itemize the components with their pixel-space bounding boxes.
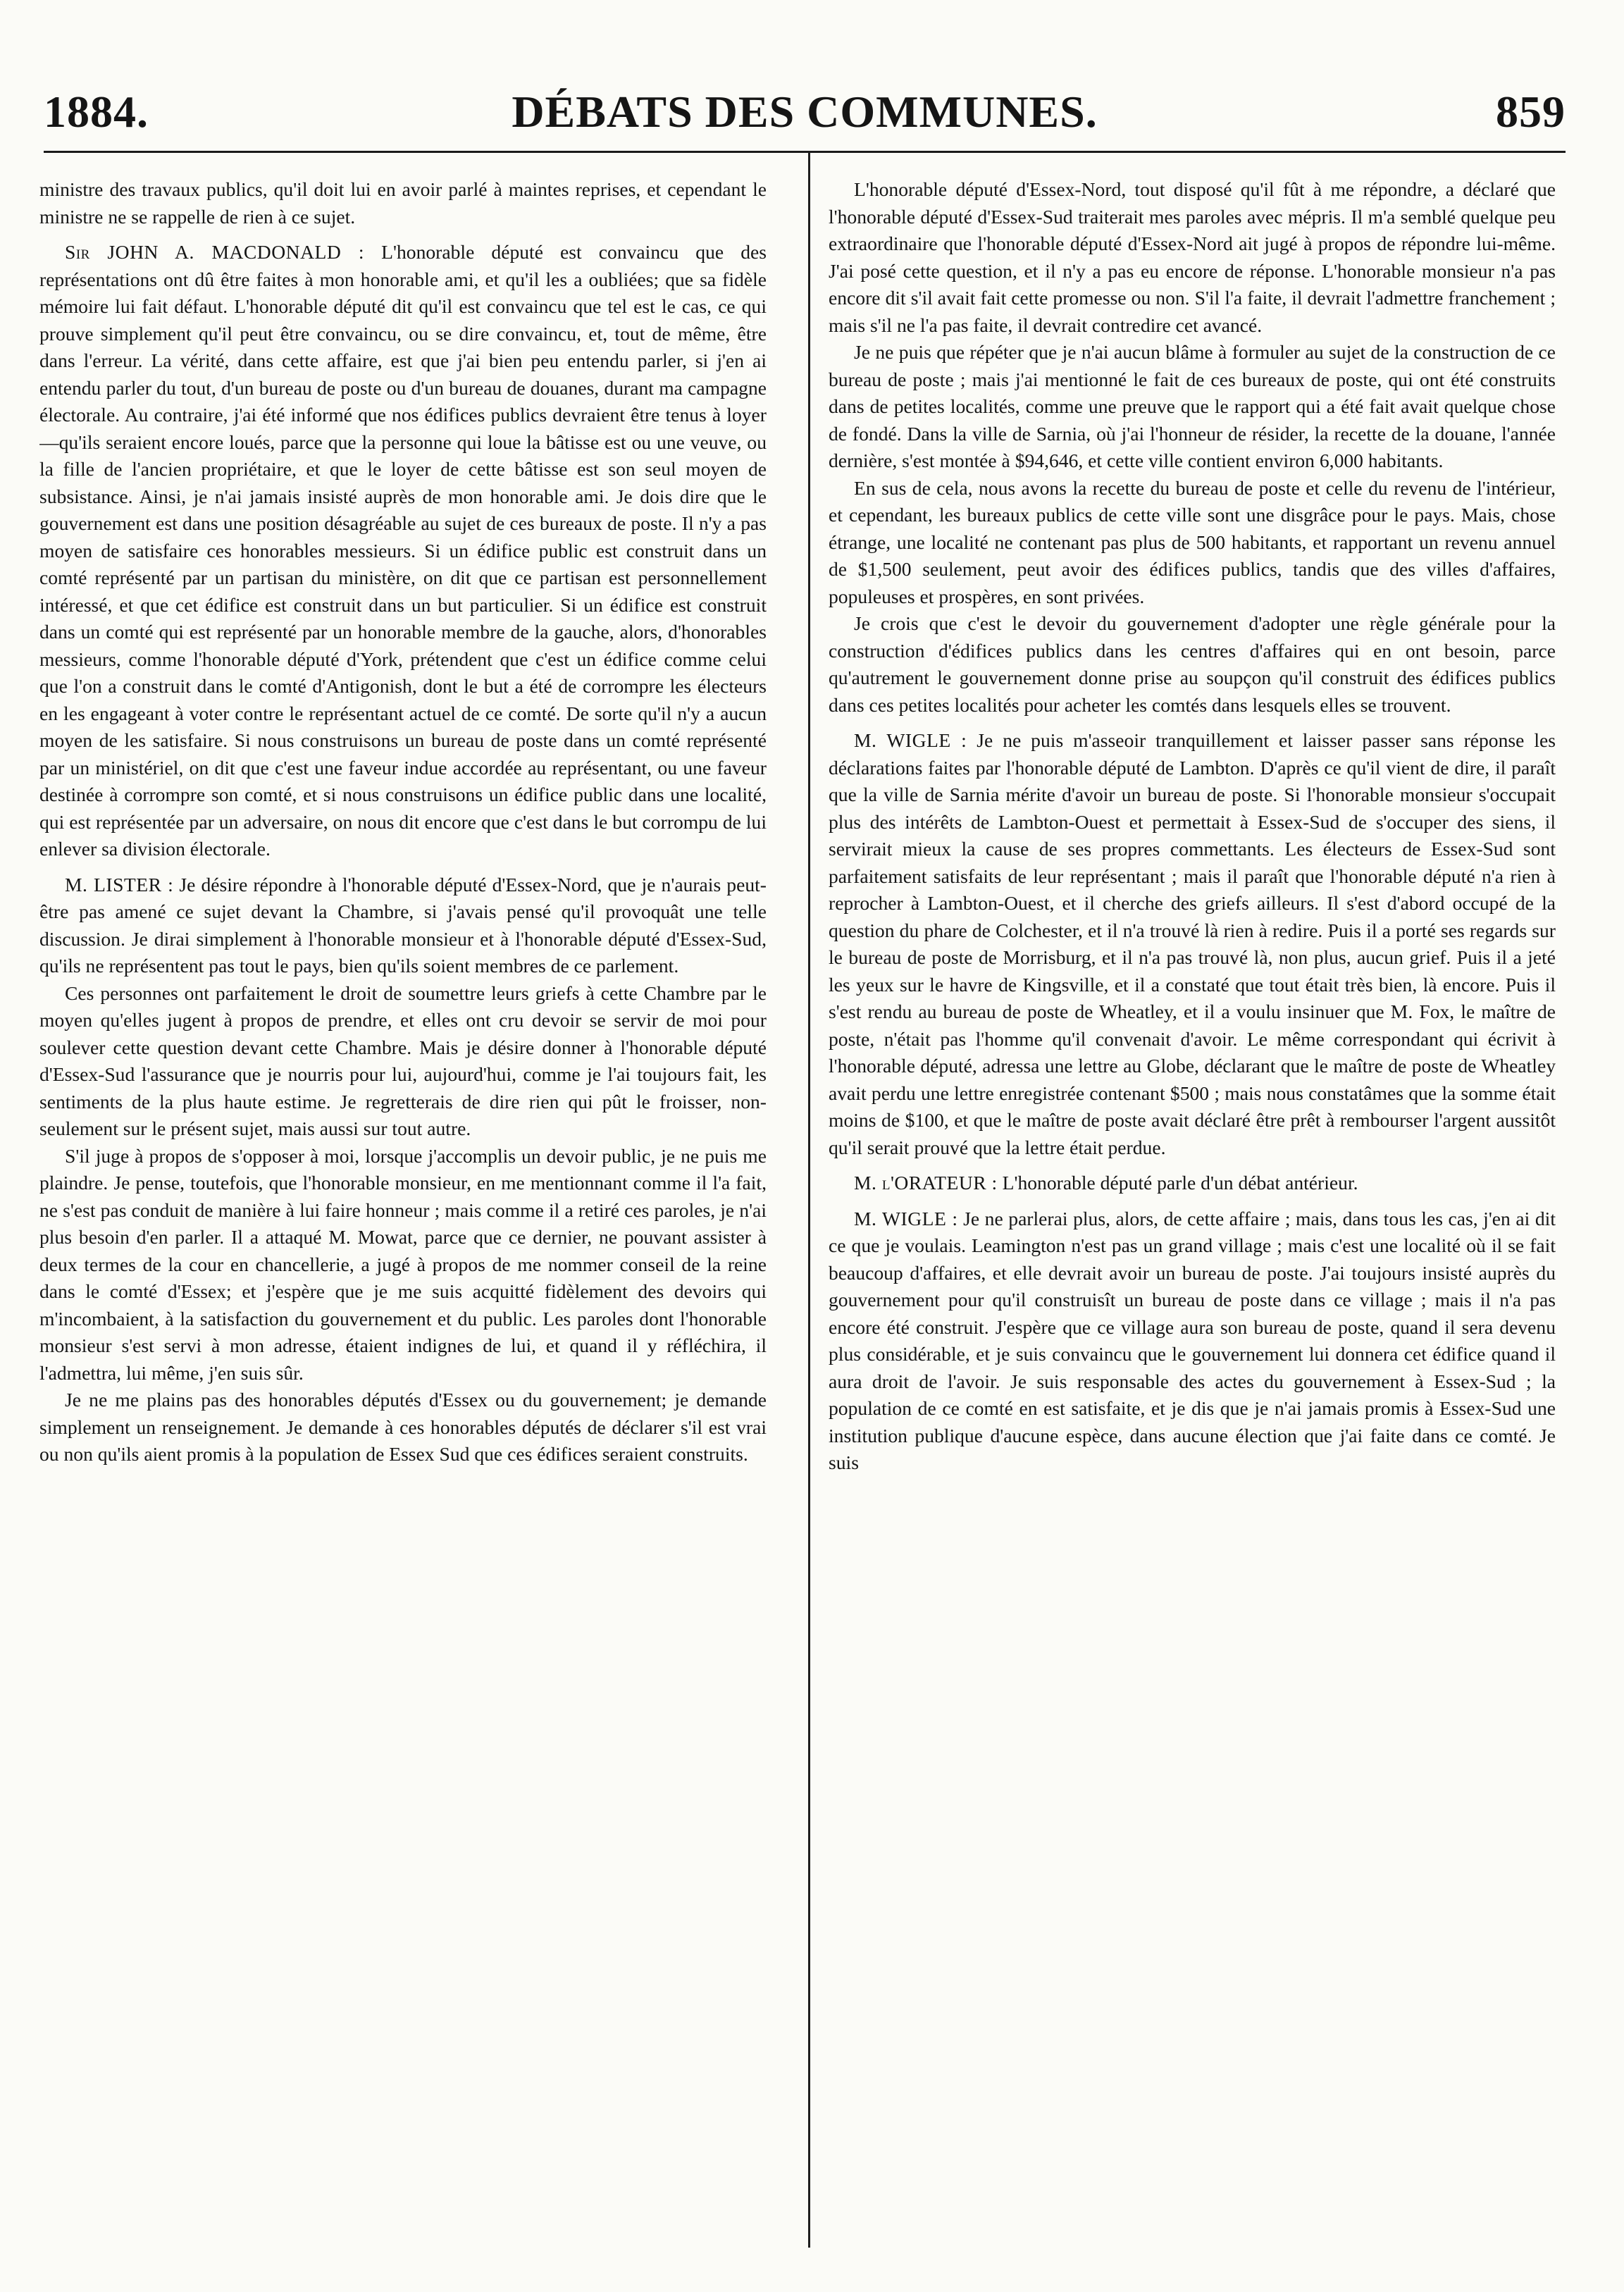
paragraph: Ces personnes ont parfaitement le droit de soumettre leurs griefs à cette Chambre par le moyen qu'elles jugent à propos de prendre, et elles ont cru devoir se servir de moi pour soulever cette question devant cette Chambre. Mais je désire donner à l'honorable député d'Essex-Sud l'assurance que je nourris pour lui, aujourd'hui, comme je l'ai toujours fait, les sentiments de la plus haute estime. Je regretterais de dire rien qui pût le froisser, non-seulement sur le présent sujet, mais aussi sur tout autre. [39,981,767,1139]
speaker-name: M. l'ORATEUR : [854,1172,998,1194]
paragraph: M. l'ORATEUR : L'honorable député parle d'un débat antérieur. [854,1172,1358,1194]
paragraph: ministre des travaux publics, qu'il doit lui en avoir parlé à maintes reprises, et cependant le ministre ne se rappelle de rien à ce sujet. [39,178,767,228]
column-divider [808,151,810,2248]
speaker-name: M. LISTER : [65,873,174,896]
speaker-name: Sir JOHN A. MACDONALD : [65,241,365,263]
paragraph: M. WIGLE : Je ne parlerai plus, alors, de cette affaire ; mais, dans tous les cas, j'en ai dit ce que je voulais. Leamington n'est pas un grand village ; mais c'est une localité où il se fait beaucoup d'affaires, et elle devrait avoir un bureau de poste. J'ai toujours insisté auprès du gouvernement pour qu'il construisît un bureau de poste dans ce village ; mais il n'a pas encore été construit. J'espère que ce village aura son bureau de poste, quand il sera devenu plus considérable, et je suis convaincu que le gouvernement lui donnera cet édifice quand il aura droit de l'avoir. Je suis responsable des actes du gouvernement à Essex-Sud ; la population de ce comté en est satisfaite, et je dis que je n'ai jamais promis à Essex-Sud une institution publique d'aucune espèce, dans aucune élection que j'ai faite dans ce comté. Je suis [829,1207,1556,1473]
paragraph: M. WIGLE : Je ne puis m'asseoir tranquillement et laisser passer sans réponse les déclarations faites par l'honorable député de Lambton. D'après ce qu'il vient de dire, il paraît que la ville de Sarnia mérite d'avoir un bureau de poste. Si l'honorable monsieur s'occupait plus des intérêts de Lambton-Ouest et permettait à Essex-Sud de s'occuper des siens, il servirait mieux la cause de ses propres commettants. Les électeurs de Essex-Sud sont parfaitement satisfaits de leur représentant ; mais il paraît que l'honorable député n'a rien à reprocher à Lambton-Ouest, et il cherche des griefs ailleurs. Il s'est d'abord occupé de la question du phare de Colchester, et il n'a trouvé là rien à redire. Puis il a porté ses regards sur le bureau de poste de Morrisburg, et il n'a pas trouvé là, non plus, aucun grief. Puis il a jeté les yeux sur le havre de Kingsville, et il a constaté que tout était très bien, là encore. Puis il s'est rendu au bureau de poste de Wheatley, et il a voulu insinuer que M. Fox, le maître de poste, n'était pas l'homme qu'il convenait d'avoir. Le même correspondant qui écrivit à l'honorable député, adressa une lettre au Globe, déclarant que le maître de poste de Wheatley avait perdu une lettre enregistrée contenant $500 ; mais nous constatâmes que la somme était moins de $100, et que le maître de poste avait déclaré être prêt à rembourser l'argent aussitôt qu'il serait prouvé que la lettre était perdue. [829,729,1556,1158]
speaker-name: M. WIGLE : [854,1207,958,1229]
paragraph: Je ne me plains pas des honorables députés d'Essex ou du gouvernement; je demande simplement un renseignement. Je demande à ces honorables députés de déclarer s'il est vrai ou non qu'ils aient promis à la population de Essex Sud que ces édifices seraient construits. [39,1389,767,1465]
left-column [39,176,767,2241]
header-title: DÉBATS DES COMMUNES. [512,87,1098,137]
paragraph: M. LISTER : Je désire répondre à l'honorable député d'Essex-Nord, que je n'aurais peut-être pas amené ce sujet devant la Chambre, si j'avais pensé qu'il provoquât une telle discussion. Je dirai simplement à l'honorable monsieur et à l'honorable député d'Essex-Sud, qu'ils ne représentent pas tout le pays, bien qu'ils soient membres de ce parlement. [39,873,767,977]
paragraph: Sir JOHN A. MACDONALD : L'honorable député est convaincu que des représentations ont dû être faites à mon honorable ami, et qu'il les a oubliées; que sa fidèle mémoire lui fait défaut. L'honorable député dit qu'il est convaincu que tel est le cas, ce qui prouve simplement qu'il peut être convaincu, ou se dire convaincu, et, tout de même, être dans l'erreur. La vérité, dans cette affaire, est que j'ai bien peu entendu parler, si j'en ai entendu parler du tout, d'un bureau de poste ou d'un bureau de douanes, durant ma campagne électorale. Au contraire, j'ai été informé que nos édifices publics devraient être tenus à loyer—qu'ils seraient encore loués, parce que la personne qui loue la bâtisse est ou une veuve, ou la fille de l'ancien propriétaire, et que le loyer de cette bâtisse est son seul moyen de subsistance. Ainsi, je n'ai jamais insisté auprès de mon honorable ami. Je dois dire que le gouvernement est dans une position désagréable au sujet de ces bureaux de poste. Il n'y a pas moyen de satisfaire ces honorables messieurs. Si un édifice public est construit dans un comté représenté par un partisan du ministère, on dit que ce partisan est personnellement intéressé, et que cet édifice est construit dans un but particulier. Si un édifice est construit dans un comté qui est représenté par un honorable membre de la gauche, alors, d'honorables messieurs, comme l'honorable député d'York, prétendent que c'est un édifice comme celui que l'on a construit dans le comté d'Antigonish, dont le but a été de corrompre les électeurs en les engageant à voter contre le représentant actuel de ce comté. De sorte qu'il n'y a aucun moyen de les satisfaire. Si nous construisons un bureau de poste dans un comté représenté par un ministériel, on dit que c'est une faveur indue accordée au représentant, ou une faveur destinée à corrompre son comté, et si nous construisons un édifice public dans une localité, qui est représentée par un adversaire, on nous dit encore que c'est dans le but corrompu de lui enlever sa division électorale. [39,241,767,860]
header-year: 1884. [44,87,149,137]
page-header [44,73,1566,153]
paragraph: S'il juge à propos de s'opposer à moi, lorsque j'accomplis un devoir public, je ne puis me plaindre. Je pense, toutefois, que l'honorable monsieur, en me mentionnant comme il l'a fait, ne s'est pas conduit de manière à lui faire honneur ; mais comme il a retiré ces paroles, je n'ai plus besoin d'en parler. Il a attaqué M. Mowat, parce que ce dernier, ne pouvant assister à deux termes de la cour en chancellerie, a jugé à propos de me nommer conseil de la reine dans le comté d'Essex; et j'espère que je me suis acquitté fidèlement des devoirs qui m'incombaient, à la satisfaction du gouvernement et du public. Les paroles dont l'honorable monsieur s'est servi à mon adresse, étaient indignes de lui, et quand il y réfléchira, il l'admettra, lui même, j'en suis sûr. [39,1144,767,1384]
paragraph: Je ne puis que répéter que je n'ai aucun blâme à formuler au sujet de la construction de ce bureau de poste ; mais j'ai mentionné le fait de ces bureaux de poste, qui ont été construits dans de petites localités, comme une preuve que le rapport qui a été fait avait quelque chose de fondé. Dans la ville de Sarnia, où j'ai l'honneur de résider, la recette de la douane, l'année dernière, s'est montée à $94,646, et cette ville contient environ 6,000 habitants. [829,341,1556,471]
paragraph: En sus de cela, nous avons la recette du bureau de poste et celle du revenu de l'intérieur, et cependant, les bureaux publics de cette ville sont une disgrâce pour le pays. Mais, chose étrange, une localité ne contenant pas plus de 500 habitants, et rapportant un revenu annuel de $1,500 seulement, peut avoir des édifices publics, tandis que des villes d'affaires, populeuses et prospères, en sont privées. [829,476,1556,607]
speaker-name: M. WIGLE : [854,729,967,751]
header-page-number: 859 [1496,87,1566,137]
paragraph: L'honorable député d'Essex-Nord, tout disposé qu'il fût à me répondre, a déclaré que l'honorable député d'Essex-Sud traiterait mes paroles avec mépris. Il m'a semblé quelque peu extraordinaire que l'honorable député d'Essex-Nord ait jugé à propos de répondre lui-même. J'ai posé cette question, et il n'y a pas eu encore de réponse. L'honorable monsieur n'a pas encore dit s'il avait fait cette promesse ou non. S'il l'a faite, il devrait l'admettre franchement ; mais s'il ne l'a pas faite, il devrait contredire cet avancé. [829,178,1556,336]
paragraph: Je crois que c'est le devoir du gouvernement d'adopter une règle générale pour la construction d'édifices publics dans les centres d'affaires qui en ont besoin, parce qu'autrement le gouvernement donne prise au soupçon qu'il construit des édifices publics dans ces petites localités pour acheter les comtés dans lesquels elles se trouvent. [829,612,1556,716]
right-column [829,176,1556,2241]
